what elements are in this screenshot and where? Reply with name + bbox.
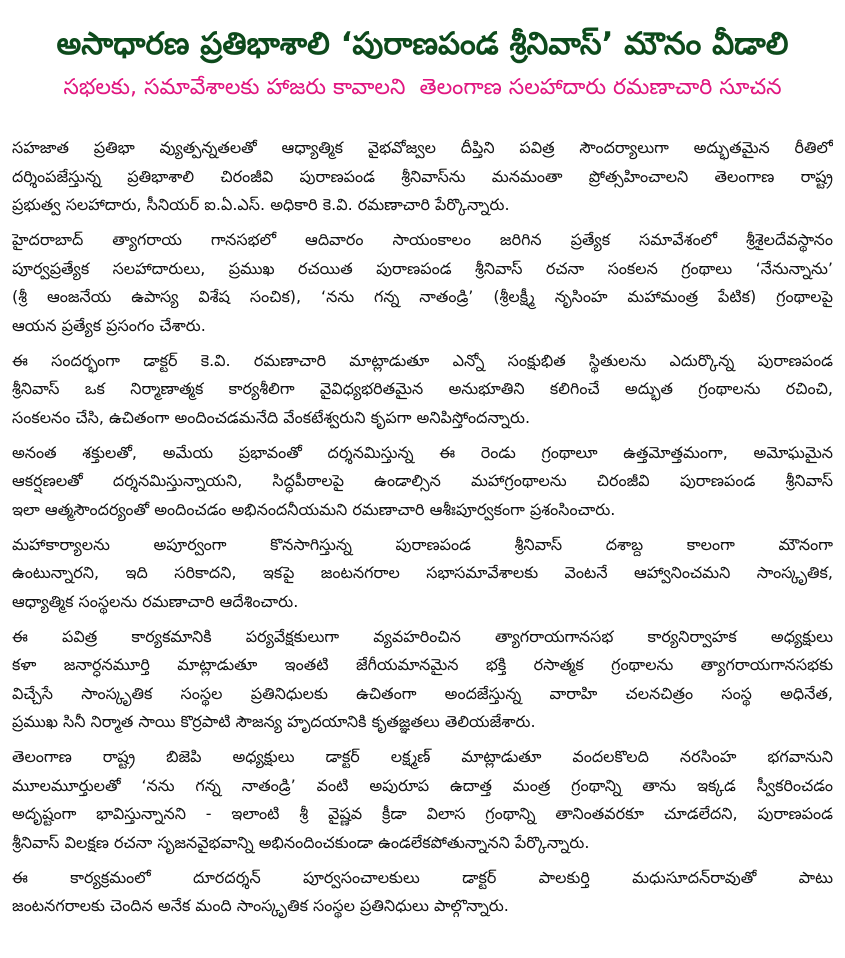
article-paragraph (12, 531, 833, 617)
article-paragraph (12, 347, 833, 433)
article (0, 22, 845, 915)
paragraph-line: ప్రముఖ సినీ నిర్మాత సాయి కొర్రపాటి సౌజన్య హృదయానికి కృతజ్ఞతలు తెలియజేశారు. (12, 712, 536, 731)
paragraph-line: ప్రభుత్వ సలహాదారు, సీనియర్ ఐ.ఏ.ఎస్. అధికారి కె.వి. రమణాచారి పేర్కొన్నారు. (12, 195, 510, 214)
paragraph-line: ఈ కార్యక్రమంలో దూరదర్శన్ పూర్వసంచాలకులు డాక్టర్ పాలకుర్తి మధుసూదన్‌రావుతో పాటు (12, 867, 833, 887)
paragraph-line: దర్శింపజేస్తున్న ప్రతిభాశాలి చిరంజీవి పురాణపండ శ్రీనివాస్‌ను మనమంతా ప్రోత్సహించాలని తెలంగాణ రాష్ట్ర (12, 166, 833, 186)
subheadline: సభలకు, సమావేశాలకు హాజరు కావాలని తెలంగాణ సలహాదారు రమణాచారి సూచన (63, 75, 782, 100)
paragraph-line: సహజాత ప్రతిభా వ్యుత్పన్నతలతో ఆధ్యాత్మిక వైభవోజ్వల దీప్తిని పవిత్ర సౌందర్యాలుగా అద్భుతమైన రీతిలో (12, 138, 833, 157)
paragraph-line: జంటనగరాలకు చెందిన అనేక మంది సాంస్కృతిక సంస్థల ప్రతినిధులు పాల్గొన్నారు. (12, 896, 509, 915)
headline: అసాధారణ ప్రతిభాశాలి ‘పురాణపండ శ్రీనివాస్’ మౌనం వీడాలి (56, 26, 789, 62)
paragraph-line: కళా జనార్ధనమూర్తి మాట్లాడుతూ ఇంతటి జేగీయమానమైన భక్తి రసాత్మక గ్రంథాలను త్యాగరాయగానసభకు (12, 655, 833, 674)
article-paragraph (12, 226, 833, 340)
paragraph-line: శ్రీనివాస్ ఒక నిర్మాణాత్మక కార్యశీలిగా వైవిధ్యభరితమైన అనుభూతిని కలిగించే అద్భుత గ్రంథాలను రచించి, (12, 379, 833, 398)
article-paragraph (12, 134, 833, 220)
paragraph-line: ఈ సందర్భంగా డాక్టర్ కె.వి. రమణాచారి మాట్లాడుతూ ఎన్నో సంక్షుభిత స్థితులను ఎదుర్కొన్న పురాణపండ (12, 350, 833, 370)
article-paragraph (12, 864, 833, 921)
paragraph-line: పూర్వప్రత్యేక సలహాదారులు, ప్రముఖ రచయిత పురాణపండ శ్రీనివాస్ రచనా సంకలన గ్రంథాలు ‘నేనున్నాను’ (12, 258, 833, 278)
paragraph-line: హైదరాబాద్ త్యాగరాయ గానసభలో ఆదివారం సాయంకాలం జరిగిన ప్రత్యేక సమావేశంలో శ్రీశైలదేవస్థానం (12, 230, 833, 249)
article-paragraph (12, 439, 833, 525)
paragraph-line: అదృష్టంగా భావిస్తున్నానని - ఇలాంటి శ్రీ వైష్ణవ క్రీడా విలాస గ్రంథాన్ని తానింతవరకూ చూడలేదని, పురాణపండ (12, 804, 833, 823)
paragraph-line: తెలంగాణ రాష్ట్ర బిజెపి అధ్యక్షులు డాక్టర్ లక్ష్మణ్ మాట్లాడుతూ వందలకొలది నరసింహ భగవానుని (12, 747, 833, 766)
paragraph-line: అనంత శక్తులతో, అమేయ ప్రభావంతో దర్శనమిస్తున్న ఈ రెండు గ్రంథాలూ ఉత్తమోత్తమంగా, అమోఘమైన (12, 442, 833, 462)
paragraph-line: ఆకర్షణలతో దర్శనమిస్తున్నాయని, సిద్ధపీఠాలపై ఉండాల్సిన మహాగ్రంథాలను చిరంజీవి పురాణపండ శ్రీనివాస్ (12, 471, 833, 490)
article-paragraph (12, 743, 833, 857)
paragraph-line: ఉంటున్నారని, ఇది సరికాదని, ఇకపై జంటనగరాల సభాసమావేశాలకు వెంటనే ఆహ్వానించమని సాంస్కృతిక, (12, 563, 833, 582)
paragraph-line: విచ్చేసే సాంస్కృతిక సంస్థల ప్రతినిధులకు ఉచితంగా అందజేస్తున్న వారాహి చలనచిత్రం సంస్థ అధినేత, (12, 683, 833, 703)
paragraph-line: ఆధ్యాత్మిక సంస్థలను రమణాచారి ఆదేశించారు. (12, 591, 299, 611)
article-paragraph (12, 623, 833, 737)
paragraph-line: శ్రీనివాస్ విలక్షణ రచనా సృజనవైభవాన్ని అభినందించకుండా ఉండలేకపోతున్నానని పేర్కొన్నారు. (12, 832, 590, 852)
paragraph-line: ఆయన ప్రత్యేక ప్రసంగం చేశారు. (12, 315, 206, 335)
paragraph-line: మూలమూర్తులతో ‘నను గన్న నాతండ్రి’ వంటి అపురూప ఉదాత్త మంత్ర గ్రంథాన్ని తాను ఇక్కడ స్వీకరించడం (12, 775, 833, 795)
paragraph-line: మహాకార్యాలను అపూర్వంగా కొనసాగిస్తున్న పురాణపండ శ్రీనివాస్ దశాబ్ద కాలంగా మౌనంగా (12, 534, 833, 554)
paragraph-line: (శ్రీ ఆంజనేయ ఉపాస్య విశేష సంచిక), ‘నను గన్న నాతండ్రి’ (శ్రీలక్ష్మీ నృసింహ మహామంత్ర పేటిక) గ్రంథాలపై (12, 287, 833, 306)
paragraph-line: ఈ పవిత్ర కార్యకమానికి పర్యవేక్షకులుగా వ్యవహరించిన త్యాగరాయగానసభ కార్యనిర్వాహక అధ్యక్షులు (12, 626, 833, 646)
article-body (12, 134, 833, 927)
paragraph-line: సంకలనం చేసి, ఉచితంగా అందించడమనేది వేంకటేశ్వరుని కృపగా అనిపిస్తోందన్నారు. (12, 407, 531, 427)
paragraph-line: ఇలా ఆత్మసౌందర్యంతో అందించడం అభినందనీయమని రమణాచారి ఆశీఃపూర్వకంగా ప్రశంసించారు. (12, 499, 616, 519)
